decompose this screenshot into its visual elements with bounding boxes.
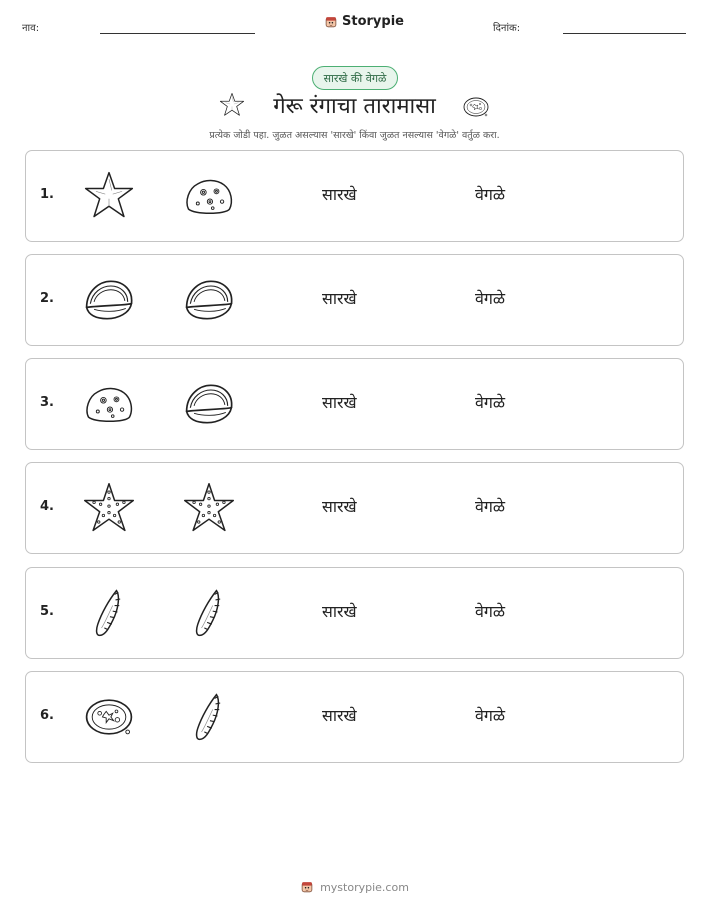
row-number: 3. [40,395,54,410]
name-blank[interactable] [100,33,255,34]
footer-url: mystorypie.com [320,880,409,894]
exercise-row [25,150,684,242]
category-badge: सारखे की वेगळे [312,66,398,90]
brand-name: Storypie [342,14,404,29]
rock-icon [181,168,237,224]
different-option[interactable]: वेगळे [475,706,506,725]
same-option[interactable]: सारखे [322,393,357,412]
clam-icon [181,376,237,432]
different-option[interactable]: वेगळे [475,185,506,204]
row-number: 2. [40,291,54,306]
page-title: गेरू रंगाचा तारामासा [273,94,436,119]
different-option[interactable]: वेगळे [475,602,506,621]
clam-icon [81,272,137,328]
sea-cucumber-icon [181,689,237,745]
instructions: प्रत्येक जोडी पहा. जुळत असल्यास 'सारखे' किंवा जुळत नसल्यास 'वेगळे' वर्तुळ करा. [209,130,500,141]
exercise-row [25,254,684,346]
exercise-row [25,358,684,450]
different-option[interactable]: वेगळे [475,289,506,308]
row-number: 5. [40,604,54,619]
spotted-starfish-icon [181,480,237,536]
row-number: 1. [40,187,54,202]
starfish-icon [81,168,137,224]
clam-icon [181,272,237,328]
different-option[interactable]: वेगळे [475,497,506,516]
same-option[interactable]: सारखे [322,497,357,516]
rock-icon [81,376,137,432]
different-option[interactable]: वेगळे [475,393,506,412]
row-number: 6. [40,708,54,723]
exercise-row [25,462,684,554]
same-option[interactable]: सारखे [322,185,357,204]
same-option[interactable]: सारखे [322,289,357,308]
date-blank[interactable] [563,33,686,34]
mascot-icon [300,880,314,894]
sea-nest-icon [81,689,137,745]
spotted-starfish-icon [81,480,137,536]
same-option[interactable]: सारखे [322,602,357,621]
date-label: दिनांक: [493,23,521,34]
same-option[interactable]: सारखे [322,706,357,725]
row-number: 4. [40,499,54,514]
name-label: नाव: [22,23,40,34]
mascot-icon [324,15,338,29]
sea-cucumber-icon [181,585,237,641]
footer [0,880,709,894]
sea-cucumber-icon [81,585,137,641]
exercise-row [25,671,684,763]
brand-logo [324,14,404,29]
sea-nest-icon [459,92,493,122]
exercise-row [25,567,684,659]
